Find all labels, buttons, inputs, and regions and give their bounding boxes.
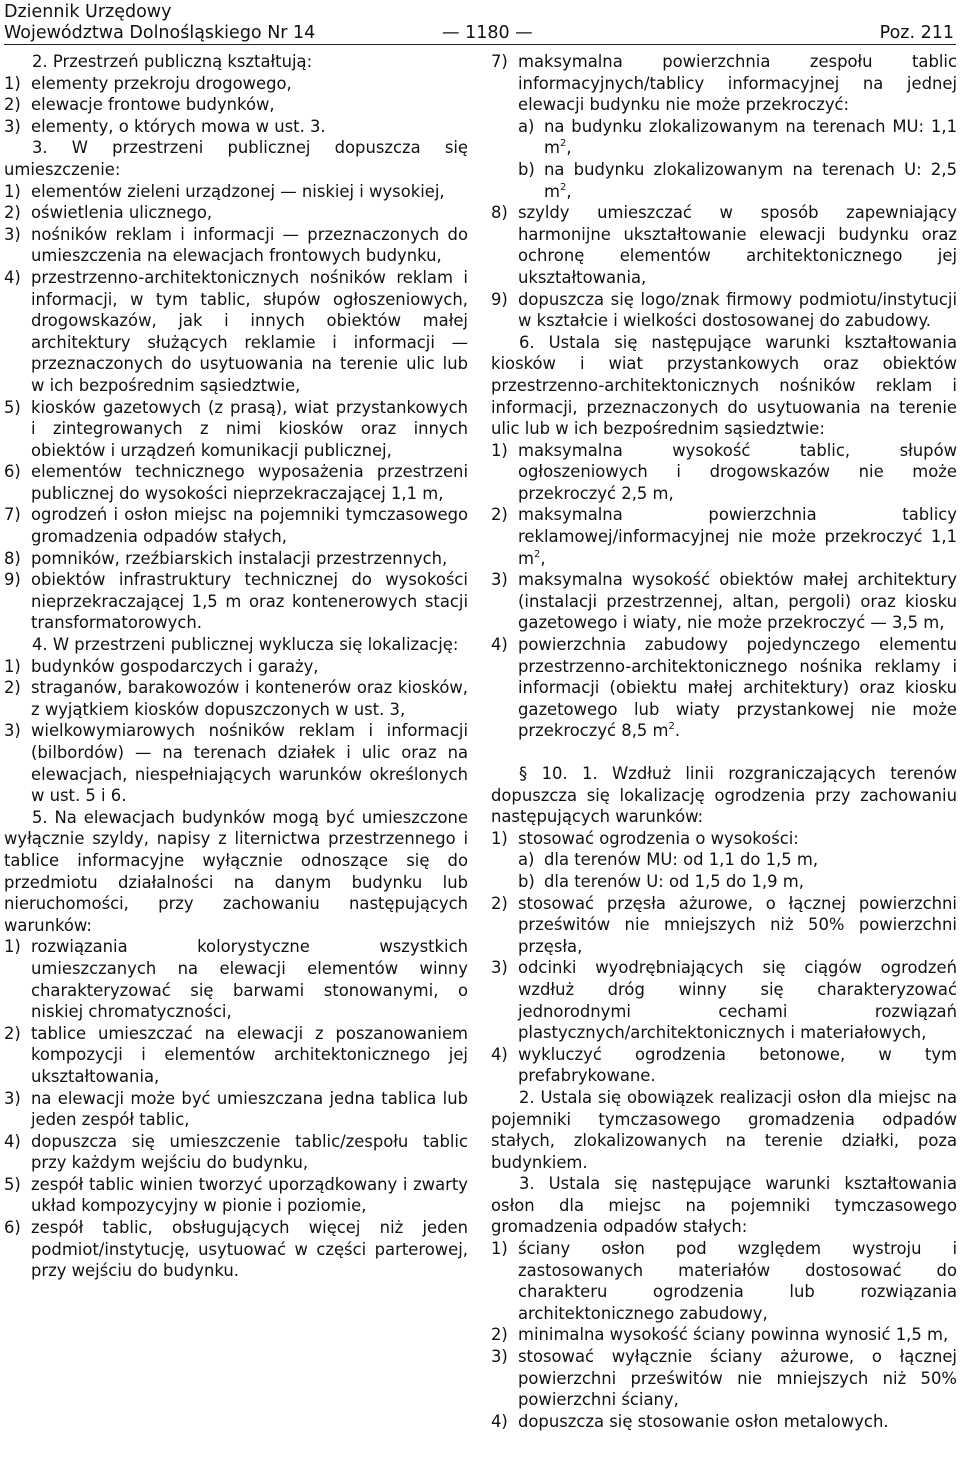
page-number: — 1180 — — [442, 23, 533, 43]
item-number: 1) — [491, 828, 508, 848]
list-item — [4, 677, 468, 720]
item-number: 5) — [4, 1174, 21, 1194]
item-number: 8) — [491, 203, 508, 223]
list-item — [491, 202, 957, 288]
item-text: maksymalna powierzchnia tablicy reklamowej/informacyjnej nie może przekroczyć 1,1 $m^2$, — [518, 505, 957, 568]
journal-title: Dziennik Urzędowy — [4, 2, 172, 22]
sub-list-item — [491, 849, 957, 871]
item-number: 2) — [4, 203, 21, 223]
item-text: ogrodzeń i osłon miejsc na pojemniki tymczasowego gromadzenia odpadów stałych, — [31, 505, 468, 547]
item-text: przestrzenno-architektonicznych nośników reklam i informacji, w tym tablic, słupów ogłoszeniowych, drogowskazów, jak i innych obiektów małej architektury służących reklamie i informacji — przeznaczonych do usytuowania na terenie ulic lub w ich bezpośrednim sąsiedztwie, — [31, 267, 468, 395]
item-number: 3) — [4, 721, 21, 741]
item-text: obiektów infrastruktury technicznej do wysokości nieprzekraczającej 1,5 m oraz kontenerowych stacji transformatorowych. — [31, 570, 468, 633]
list-item — [4, 936, 468, 1022]
sub-list-item — [491, 871, 957, 893]
list-item — [491, 957, 957, 1043]
paragraph: 2. Ustala się obowiązek realizacji osłon dla miejsc na pojemniki tymczasowego gromadzenia odpadów stałych, zlokalizowanych na terenie działki, poza budynkiem. — [491, 1087, 957, 1172]
item-number: 4) — [4, 1131, 21, 1151]
page-header — [0, 0, 960, 44]
item-number: 2) — [491, 505, 508, 525]
item-text: zespół tablic, obsługujących więcej niż jeden podmiot/instytucję, usytuować w części parterowej, przy wejściu do budynku. — [31, 1218, 468, 1281]
item-number: 2) — [491, 893, 508, 913]
item-number: 1) — [491, 440, 508, 460]
right-column — [491, 51, 957, 1432]
list-item — [4, 548, 468, 570]
item-text: oświetlenia ulicznego, — [31, 203, 213, 223]
paragraph: 3. Ustala się następujące warunki kształtowania osłon dla miejsc na pojemniki tymczasowego gromadzenia odpadów stałych: — [491, 1174, 957, 1237]
item-number: a) — [518, 850, 535, 870]
list-item — [491, 440, 957, 505]
list-item — [4, 397, 468, 462]
item-text: stosować przęsła ażurowe, o łącznej powierzchni prześwitów nie mniejszych niż 50% powierzchni przęsła, — [518, 893, 957, 956]
item-text: maksymalna powierzchnia zespołu tablic informacyjnych/tablicy informacyjnej na jednej elewacji budynku nie może przekroczyć: — [518, 52, 957, 115]
item-number: 3) — [4, 224, 21, 244]
list-item — [4, 94, 468, 116]
item-text: na elewacji może być umieszczana jedna tablica lub jeden zespół tablic, — [31, 1088, 468, 1130]
header-rule — [4, 44, 956, 45]
list-item — [491, 1324, 957, 1346]
item-text: dla terenów MU: od 1,1 do 1,5 m, — [544, 850, 819, 870]
item-text: dopuszcza się umieszczenie tablic/zespołu tablic przy każdym wejściu do budynku, — [31, 1131, 468, 1173]
item-number: 2) — [491, 1325, 508, 1345]
item-text: pomników, rzeźbiarskich instalacji przestrzennych, — [31, 548, 448, 568]
item-number: 8) — [4, 548, 21, 568]
item-text: kiosków gazetowych (z prasą), wiat przystankowych i zintegrowanych z nimi kiosków oraz innych obiektów i urządzeń komunikacji publicznej, — [31, 397, 468, 460]
item-text: minimalna wysokość ściany powinna wynosić 1,5 m, — [518, 1325, 949, 1345]
spacer — [491, 742, 957, 763]
list-item — [4, 267, 468, 397]
sub-list-item — [491, 159, 957, 202]
list-item — [491, 1044, 957, 1087]
list-item — [4, 1023, 468, 1088]
item-text: budynków gospodarczych i garaży, — [31, 656, 319, 676]
item-number: 3) — [491, 1347, 508, 1367]
list-item — [4, 461, 468, 504]
item-number: 1) — [4, 181, 21, 201]
list-item — [491, 893, 957, 958]
item-number: 6) — [4, 462, 21, 482]
list-item — [491, 1346, 957, 1411]
item-number: 3) — [491, 958, 508, 978]
item-text: dopuszcza się stosowanie osłon metalowych. — [518, 1411, 889, 1431]
list-item — [4, 1217, 468, 1282]
item-text: ściany osłon pod względem wystroju i zastosowanych materiałów dostosować do charakteru ogrodzenia lub rozwiązania architektonicznego zabudowy, — [518, 1239, 957, 1323]
item-text: dopuszcza się logo/znak firmowy podmiotu/instytucji w kształcie i wielkości dostosowanej do zabudowy. — [518, 289, 957, 331]
list-item — [491, 504, 957, 569]
item-text: nośników reklam i informacji — przeznaczonych do umieszczenia na elewacjach frontowych budynku, — [31, 224, 468, 266]
item-number: 3) — [491, 570, 508, 590]
left-column — [4, 51, 468, 1282]
item-number: 1) — [4, 937, 21, 957]
list-item — [4, 202, 468, 224]
item-number: 4) — [4, 267, 21, 287]
list-item — [4, 1131, 468, 1174]
item-text: szyldy umieszczać w sposób zapewniający harmonijne ukształtowanie elewacji budynku oraz ochronę elementów architektonicznego jej ukształtowania, — [518, 203, 957, 287]
item-number: 3) — [4, 1088, 21, 1108]
list-item — [4, 73, 468, 95]
list-item — [4, 656, 468, 678]
item-number: 1) — [4, 656, 21, 676]
item-text: elementów technicznego wyposażenia przestrzeni publicznej do wysokości nieprzekraczającej 1,1 m, — [31, 462, 468, 503]
item-text: stosować wyłącznie ściany ażurowe, o łącznej powierzchni prześwitów nie mniejszych niż 50% powierzchni ściany, — [518, 1347, 957, 1410]
list-item — [491, 828, 957, 850]
item-number: 9) — [4, 570, 21, 590]
item-text: maksymalna wysokość obiektów małej architektury (instalacji przestrzennej, altan, pergoli) oraz kiosku gazetowego i wiaty, nie może przekroczyć — 3,5 m, — [518, 570, 957, 633]
list-item — [491, 289, 957, 332]
paragraph: 3. W przestrzeni publicznej dopuszcza się umieszczenie: — [4, 138, 468, 179]
item-number: 7) — [491, 52, 508, 71]
item-text: straganów, barakowozów i kontenerów oraz kiosków, z wyjątkiem kiosków dopuszczonych w ust. 3, — [31, 678, 468, 719]
item-text: dla terenów U: od 1,5 do 1,9 m, — [544, 871, 804, 891]
paragraph: 2. Przestrzeń publiczną kształtują: — [32, 52, 313, 71]
item-text: maksymalna wysokość tablic, słupów ogłoszeniowych i drogowskazów nie może przekroczyć 2,5 m, — [518, 440, 957, 503]
item-number: 3) — [4, 116, 21, 136]
list-item — [4, 1088, 468, 1131]
item-text: elementy, o których mowa w ust. 3. — [31, 116, 326, 136]
item-number: 2) — [4, 678, 21, 698]
item-text: odcinki wyodrębniających się ciągów ogrodzeń wzdłuż dróg winny się charakteryzować jednorodnymi cechami rozwiązań plastycznych/architektonicznych i materiałowych, — [518, 958, 957, 1043]
item-number: 4) — [491, 1044, 508, 1064]
item-number: 4) — [491, 1411, 508, 1431]
list-item — [4, 504, 468, 547]
item-text: na budynku zlokalizowanym na terenach U: 2,5 $m^2$, — [544, 159, 957, 201]
position-number: Poz. 211 — [879, 23, 954, 43]
list-item — [491, 1411, 957, 1433]
item-number: 2) — [4, 1023, 21, 1043]
item-text: powierzchnia zabudowy pojedynczego elementu przestrzenno-architektonicznego nośnika reklamy i informacji (obiektu małej architektury) oraz kiosku gazetowego lub wiaty przystankowej nie może przekroczyć 8,5 $m^2$. — [518, 635, 957, 741]
item-text: stosować ogrodzenia o wysokości: — [518, 828, 799, 848]
item-number: 6) — [4, 1218, 21, 1238]
journal-issue: Województwa Dolnośląskiego Nr 14 — [4, 23, 316, 43]
list-item — [491, 51, 957, 116]
list-item — [4, 1174, 468, 1217]
item-text: tablice umieszczać na elewacji z poszanowaniem kompozycji i elementów architektonicznego jej ukształtowania, — [31, 1023, 468, 1086]
item-number: b) — [518, 871, 535, 891]
item-number: 7) — [4, 505, 21, 525]
item-number: 9) — [491, 289, 508, 309]
list-item — [4, 116, 468, 138]
item-text: elementów zieleni urządzonej — niskiej i wysokiej, — [31, 181, 445, 201]
list-item — [4, 569, 468, 634]
paragraph: 6. Ustala się następujące warunki kształtowania kiosków i wiat przystankowych oraz obiektów przestrzenno-architektonicznych nośników reklam i informacji, przeznaczonych do usytuowania na terenie ulic lub w ich bezpośrednim sąsiedztwie: — [491, 332, 957, 439]
item-text: rozwiązania kolorystyczne wszystkich umieszczanych na elewacji elementów winny charakteryzować się barwami stonowanymi, o niskiej chromatyczności, — [31, 937, 468, 1022]
sub-list-item — [491, 116, 957, 159]
item-number: 4) — [491, 635, 508, 655]
item-text: wykluczyć ogrodzenia betonowe, w tym prefabrykowane. — [518, 1044, 957, 1086]
item-number: a) — [518, 116, 535, 136]
item-number: 2) — [4, 95, 21, 115]
list-item — [4, 720, 468, 806]
list-item — [491, 634, 957, 742]
paragraph: 4. W przestrzeni publicznej wyklucza się lokalizację: — [32, 635, 459, 655]
item-text: na budynku zlokalizowanym na terenach MU: 1,1 $m^2$, — [544, 116, 957, 158]
item-number: 1) — [491, 1239, 508, 1259]
item-text: wielkowymiarowych nośników reklam i informacji (bilbordów) — na terenach działek i ulic oraz na elewacjach, niespełniających warunków określonych w ust. 5 i 6. — [31, 721, 468, 806]
item-number: 1) — [4, 73, 21, 93]
paragraph: § 10. 1. Wzdłuż linii rozgraniczających terenów dopuszcza się lokalizację ogrodzenia przy zachowaniu następujących warunków: — [491, 764, 957, 827]
list-item — [4, 181, 468, 203]
item-text: elementy przekroju drogowego, — [31, 73, 292, 93]
item-number: b) — [518, 159, 535, 179]
paragraph: 5. Na elewacjach budynków mogą być umieszczone wyłącznie szyldy, napisy z liternictwa przestrzennego i tablice informacyjne wyłącznie odnoszące się do przedmiotu działalności na danym budynku lub nieruchomości, przy zachowaniu następujących warunków: — [4, 807, 468, 935]
item-text: zespół tablic winien tworzyć uporządkowany i zwarty układ kompozycyjny w pionie i poziomie, — [31, 1174, 468, 1216]
item-text: elewacje frontowe budynków, — [31, 95, 275, 115]
list-item — [4, 224, 468, 267]
list-item — [491, 1238, 957, 1324]
list-item — [491, 569, 957, 634]
item-number: 5) — [4, 397, 21, 417]
